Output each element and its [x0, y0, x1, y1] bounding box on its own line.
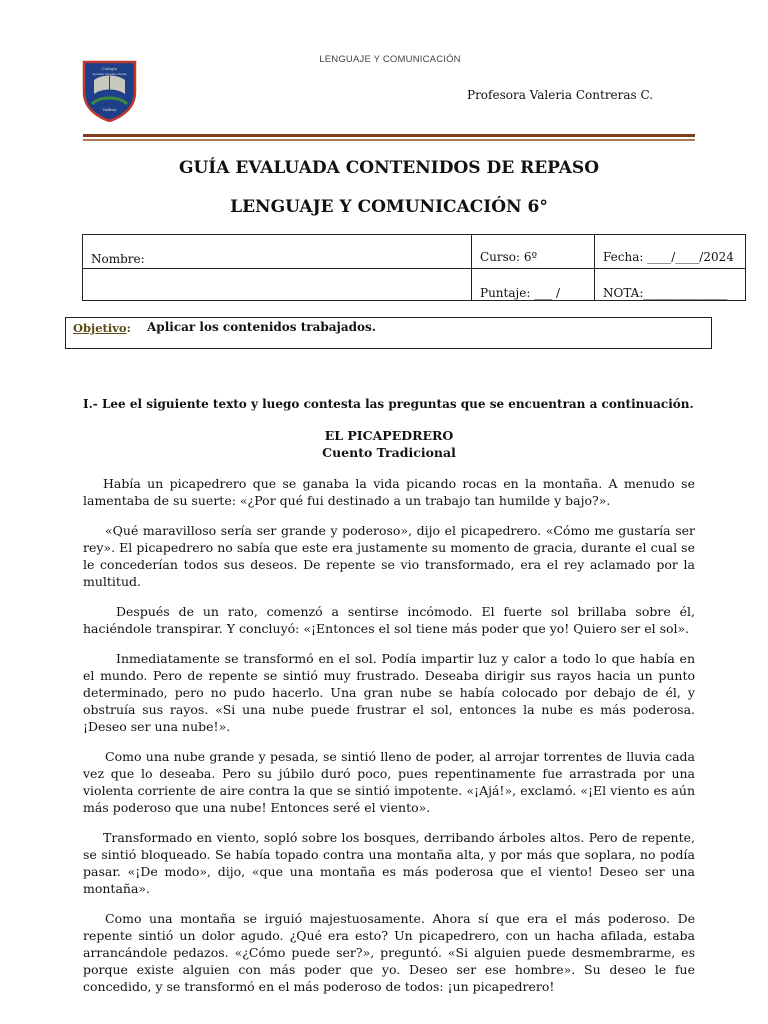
header-subject-label: LENGUAJE Y COMUNICACIÓN [319, 54, 461, 65]
fecha-cell[interactable] [595, 235, 746, 269]
page-title: GUÍA EVALUADA CONTENIDOS DE REPASO [178, 158, 600, 178]
story-title: EL PICAPEDRERO [324, 428, 454, 443]
nombre-label: Nombre: [91, 252, 145, 266]
story-paragraph: Transformado en viento, sopló sobre los bosques, derribando árboles altos. Pero de repente, se sintió bloqueado. Se había topado contra una montaña alta, y por más que soplara, no podía pasar. «¡De modo», dijo, «que una montaña es más poderosa que el viento! Deseo ser una montaña». [83, 830, 695, 896]
objective-text: Aplicar los contenidos trabajados. [147, 320, 376, 334]
story-subtitle: Cuento Tradicional [322, 445, 456, 460]
instruction-text: I.- Lee el siguiente texto y luego contesta las preguntas que se encuentran a continuación. [83, 397, 694, 411]
puntaje-label: Puntaje: ___ / [480, 286, 561, 300]
objective-box [65, 317, 712, 349]
crest-line-2: Agustín Vicente Dupla [92, 72, 127, 76]
nombre-extra-cell[interactable] [83, 269, 472, 301]
objective-label: Objetivo: [73, 321, 131, 335]
story-paragraph: Después de un rato, comenzó a sentirse incómodo. El fuerte sol brillaba sobre él, haciéndole transpirar. Y concluyó: «¡Entonces el sol tiene más poder que yo! Quiero ser el sol». [83, 604, 695, 636]
teacher-name: Profesora Valeria Contreras C. [467, 88, 654, 102]
story-body [83, 475, 695, 1008]
puntaje-cell[interactable] [472, 269, 595, 301]
story-paragraph: Había un picapedrero que se ganaba la vida picando rocas en la montaña. A menudo se lamentaba de su suerte: «¿Por qué fui destinado a un trabajo tan humilde y bajo?». [83, 476, 695, 508]
fecha-label: Fecha: ____/____/2024 [603, 250, 734, 264]
student-info-table [82, 234, 746, 301]
nota-cell[interactable] [595, 269, 746, 301]
nombre-cell[interactable] [83, 235, 472, 269]
header-rule-thin [83, 139, 695, 141]
nota-label: NOTA:______________ [603, 286, 728, 300]
crest-line-1: Colegio [101, 66, 118, 71]
story-paragraph: Como una nube grande y pesada, se sintió lleno de poder, al arrojar torrentes de lluvia cada vez que lo deseaba. Pero su júbilo duró poco, pues repentinamente fue arrastrada por una violenta corriente de aire contra la que se sintió impotente. «¡Ajá!», exclamó. «¡El viento es aún más poderoso que una nube! Entonces seré el viento». [83, 749, 695, 815]
crest-line-3: Valdivia [102, 108, 117, 112]
subject-title: LENGUAJE Y COMUNICACIÓN 6° [230, 197, 548, 217]
story-paragraph: «Qué maravilloso sería ser grande y poderoso», dijo el picapedrero. «Cómo me gustaría ser rey». El picapedrero no sabía que este era justamente su momento de gracia, durante el cual se le concederían todos sus deseos. De repente se vio transformado, era el rey aclamado por la multitud. [83, 523, 695, 589]
header-rule-thick [83, 134, 695, 137]
curso-cell [472, 235, 595, 269]
story-paragraph: Inmediatamente se transformó en el sol. Podía impartir luz y calor a todo lo que había en el mundo. Pero de repente se sintió muy frustrado. Deseaba dirigir sus rayos hacia un punto determinado, pero no pudo hacerlo. Una gran nube se había colocado por debajo de él, y obstruía sus rayos. «Si una nube puede frustrar el sol, entonces la nube es más poderosa. ¡Deseo ser una nube!». [83, 651, 695, 734]
story-paragraph: Como una montaña se irguió majestuosamente. Ahora sí que era el más poderoso. De repente sintió un dolor agudo. ¿Qué era esto? Un picapedrero, con un hacha afilada, estaba arrancándole pedazos. «¿Cómo puede ser?», preguntó. «Si alguien puede desmembrarme, es porque existe alguien con más poder que yo. Deseo ser ese hombre». Su deseo le fue concedido, y se transformó en el más poderoso de todos: ¡un picapedrero! [83, 911, 695, 994]
curso-label: Curso: 6º [480, 250, 538, 264]
school-crest-icon [82, 60, 137, 122]
